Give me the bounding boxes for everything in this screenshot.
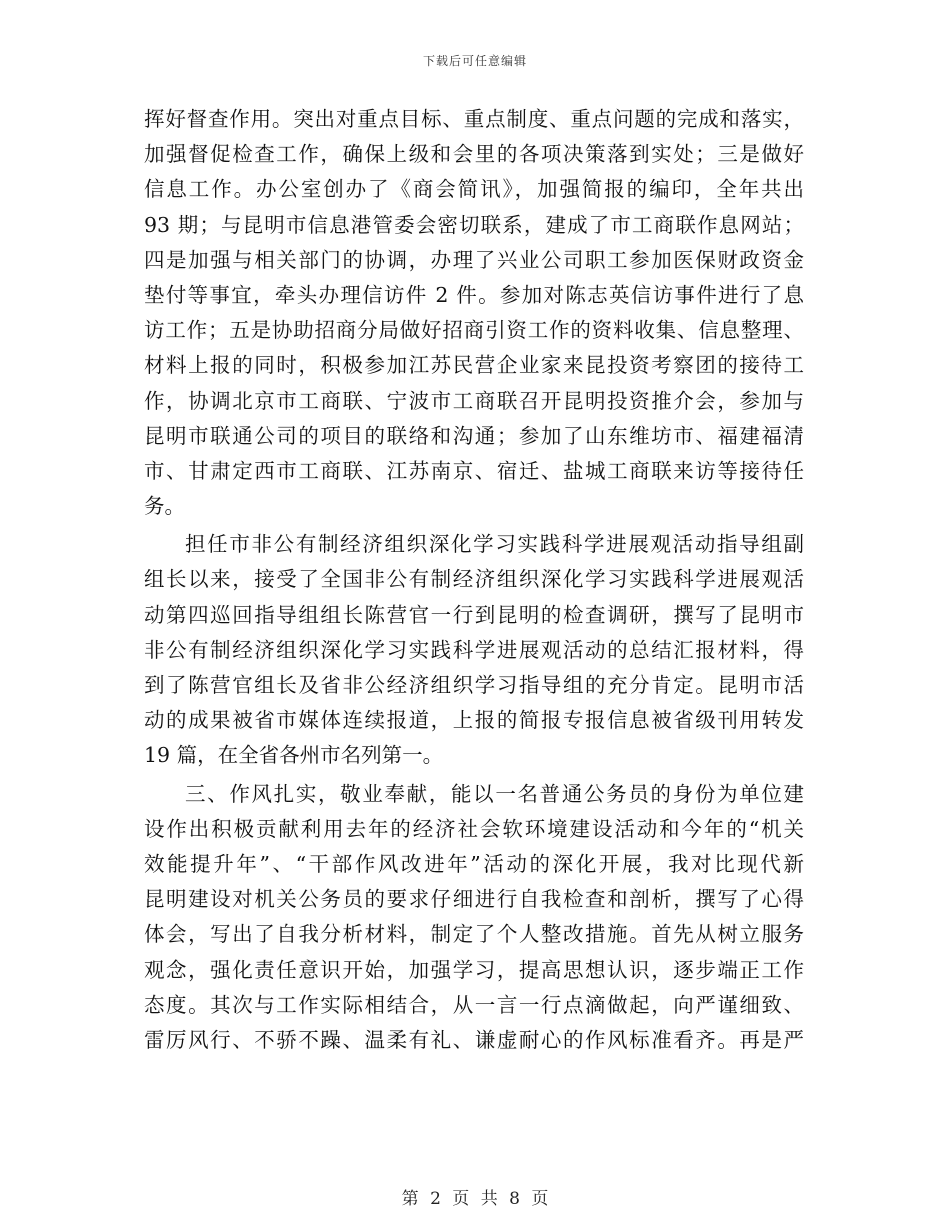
text-line: 动的成果被省市媒体连续报道，上报的简报专报信息被省级刊用转发 bbox=[144, 708, 804, 733]
text-line: 到了陈营官组长及省非公经济组织学习指导组的充分肯定。昆明市活 bbox=[144, 673, 804, 697]
text-line: 访工作；五是协助招商分局做好招商引资工作的资料收集、信息整理、 bbox=[144, 318, 804, 343]
text-line: 垫付等事宜，牵头办理信访件 2 件。参加对陈志英信访事件进行了息 bbox=[144, 282, 804, 307]
text-line: 设作出积极贡献利用去年的经济社会软环境建设活动和今年的“机关 bbox=[144, 816, 804, 841]
text-line: 务。 bbox=[144, 494, 185, 519]
paragraph-2 bbox=[144, 527, 804, 773]
text-line: 雷厉风行、不骄不躁、温柔有礼、谦虚耐心的作风标准看齐。再是严 bbox=[144, 1027, 804, 1052]
page-header: 下载后可任意编辑 bbox=[422, 54, 527, 68]
text-line: 组长以来，接受了全国非公有制经济组织深化学习实践科学进展观活 bbox=[144, 567, 804, 592]
text-line: 昆明市联通公司的项目的联络和沟通；参加了山东维坊市、福建福清 bbox=[144, 423, 804, 448]
text-line: 效能提升年”、“干部作风改进年”活动的深化开展，我对比现代新 bbox=[144, 851, 804, 876]
text-line: 材料上报的同时，积极参加江苏民营企业家来昆投资考察团的接待工 bbox=[144, 353, 804, 378]
text-line: 非公有制经济组织深化学习实践科学进展观活动的总结汇报材料，得 bbox=[144, 637, 804, 662]
text-line: 19 篇，在全省各州市名列第一。 bbox=[144, 743, 444, 768]
text-line: 加强督促检查工作，确保上级和会里的各项决策落到实处；三是做好 bbox=[144, 142, 804, 167]
text-line: 挥好督查作用。突出对重点目标、重点制度、重点问题的完成和落实， bbox=[144, 107, 804, 131]
text-line: 担任市非公有制经济组织深化学习实践科学进展观活动指导组副 bbox=[185, 532, 804, 557]
text-line: 作，协调北京市工商联、宁波市工商联召开昆明投资推介会，参加与 bbox=[144, 388, 804, 413]
text-line: 四是加强与相关部门的协调，办理了兴业公司职工参加医保财政资金 bbox=[144, 247, 804, 272]
text-line: 信息工作。办公室创办了《商会简讯》，加强简报的编印，全年共出 bbox=[144, 177, 804, 202]
text-line: 态度。其次与工作实际相结合，从一言一行点滴做起，向严谨细致、 bbox=[144, 992, 804, 1017]
text-line: 93 期；与昆明市信息港管委会密切联系，建成了市工商联作息网站； bbox=[144, 212, 804, 237]
text-line: 体会，写出了自我分析材料，制定了个人整改措施。首先从树立服务 bbox=[144, 922, 804, 947]
document-body bbox=[144, 102, 804, 1058]
paragraph-3 bbox=[144, 777, 804, 1059]
text-line: 昆明建设对机关公务员的要求仔细进行自我检查和剖析，撰写了心得 bbox=[144, 887, 804, 912]
text-line: 动第四巡回指导组组长陈营官一行到昆明的检查调研，撰写了昆明市 bbox=[144, 602, 804, 627]
text-line: 三、作风扎实，敬业奉献，能以一名普通公务员的身份为单位建 bbox=[185, 781, 804, 806]
page-number: 第 2 页 共 8 页 bbox=[401, 1189, 549, 1209]
text-line: 观念，强化责任意识开始，加强学习，提高思想认识，逐步端正工作 bbox=[144, 957, 804, 982]
paragraph-1 bbox=[144, 102, 804, 524]
text-line: 市、甘肃定西市工商联、江苏南京、宿迁、盐城工商联来访等接待任 bbox=[144, 458, 804, 483]
